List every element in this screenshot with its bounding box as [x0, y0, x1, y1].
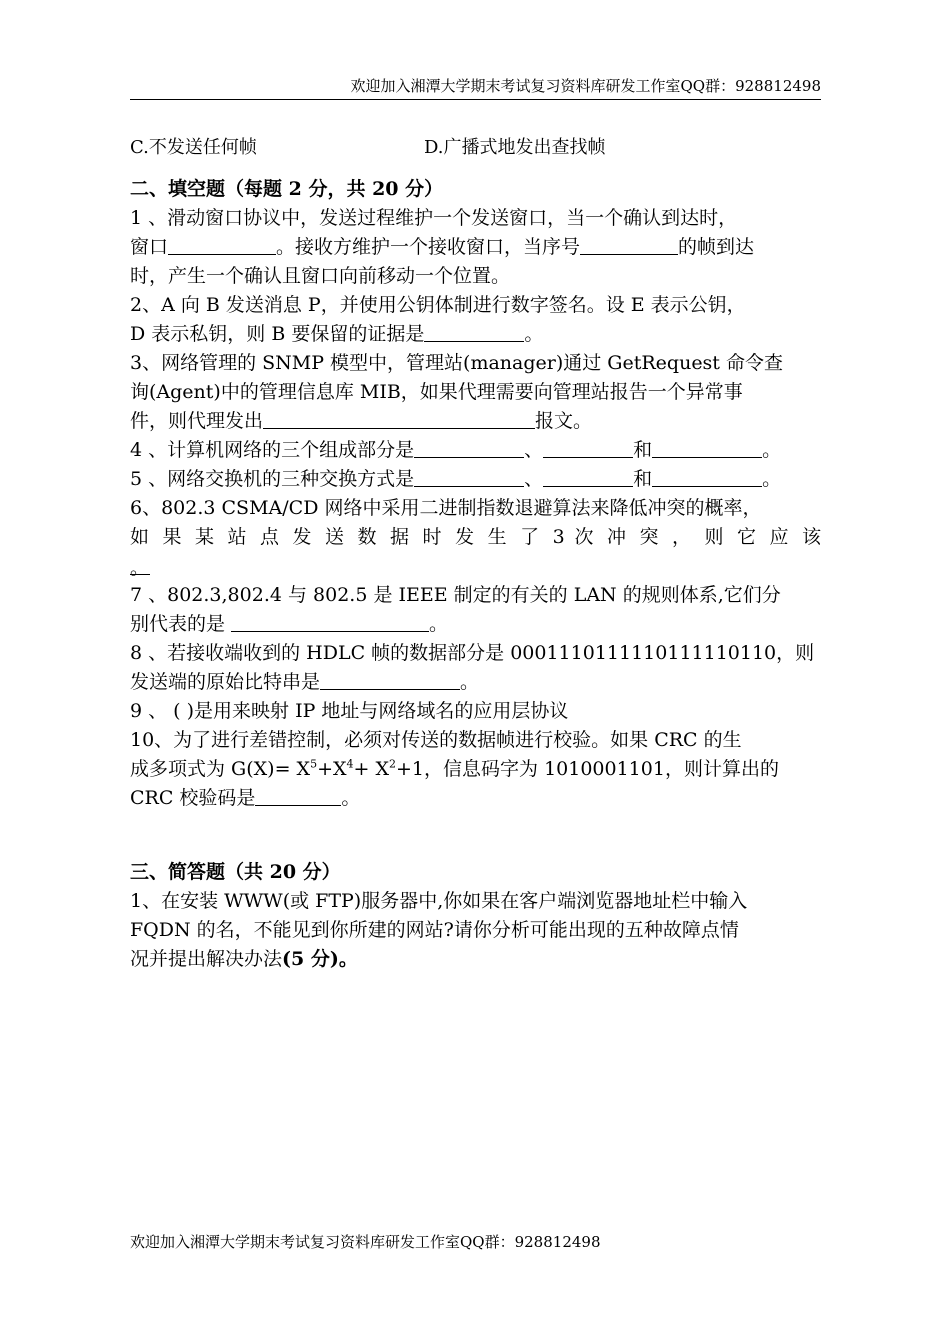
question-8: 8 、若接收端收到的 HDLC 帧的数据部分是 0001110111110111110110，则 发送端的原始比特串是 。: [130, 642, 815, 693]
question-1: 1 、滑动窗口协议中，发送过程维护一个发送窗口，当一个确认到达时， 窗口 。接收方维护一个接收窗口，当序号 的帧到达 时，产生一个确认且窗口向前移动一个位置。: [130, 207, 755, 287]
page-header: 欢迎加入湘潭大学期末考试复习资料库研发工作室QQ群：928812498: [350, 77, 821, 95]
answer-blank[interactable]: [652, 466, 762, 487]
question-5: 5 、网络交换机的三种交换方式是 、 和 。: [130, 468, 782, 490]
question-9: 9 、 ( )是用来映射 IP 地址与网络域名的应用层协议: [130, 700, 569, 722]
answer-blank[interactable]: [320, 669, 460, 690]
page-content: [130, 130, 821, 974]
question-4: 4 、计算机网络的三个组成部分是 、 和 。: [130, 439, 782, 461]
answer-blank[interactable]: [652, 437, 762, 458]
section-short-answer-title: 三、简答题（共 20 分）: [130, 861, 341, 883]
answer-blank[interactable]: [255, 785, 341, 806]
question-10: 10、为了进行差错控制，必须对传送的数据帧进行校验。如果 CRC 的生 成多项式为 $G(X)= X^5+X^4+ X^2+1$，信息码字为 1010001101，则计算出的 CRC 校验码是 。: [130, 729, 779, 809]
header-rule: [130, 99, 821, 100]
answer-blank[interactable]: [414, 466, 524, 487]
short-answer-1: 1、在安装 WWW(或 FTP)服务器中,你如果在客户端浏览器地址栏中输入 FQDN 的名，不能见到你所建的网站?请你分析可能出现的五种故障点情 况并提出解决办法(5 分)。: [130, 890, 748, 970]
option-d: D.广播式地发出查找帧: [424, 137, 606, 158]
choice-options: [130, 130, 821, 162]
answer-blank[interactable]: [231, 611, 429, 632]
answer-blank[interactable]: [424, 321, 524, 342]
answer-blank[interactable]: 。: [130, 554, 150, 575]
answer-blank[interactable]: [168, 234, 276, 255]
page-footer: 欢迎加入湘潭大学期末考试复习资料库研发工作室QQ群：928812498: [130, 1233, 601, 1251]
answer-blank[interactable]: [263, 408, 535, 429]
answer-blank[interactable]: [580, 234, 678, 255]
answer-blank[interactable]: [543, 466, 633, 487]
answer-blank[interactable]: [543, 437, 633, 458]
option-c: C.不发送任何帧: [130, 137, 257, 158]
question-6: 6、802.3 CSMA/CD 网络中采用二进制指数退避算法来降低冲突的概率， 如 果 某 站 点 发 送 数 据 时 发 生 了 3 次 冲 突 ， 则 它 应 该 。: [130, 497, 821, 579]
section-fill-in-title: 二、填空题（每题 2 分，共 20 分）: [130, 178, 444, 200]
question-3: 3、网络管理的 SNMP 模型中，管理站(manager)通过 GetRequest 命令查 询(Agent)中的管理信息库 MIB，如果代理需要向管理站报告一个异常事 件，则代理发出 报文。: [130, 352, 783, 432]
question-2: 2、A 向 B 发送消息 P，并使用公钥体制进行数字签名。设 E 表示公钥， D 表示私钥，则 B 要保留的证据是 。: [130, 294, 746, 345]
question-7: 7 、802.3,802.4 与 802.5 是 IEEE 制定的有关的 LAN 的规则体系,它们分 别代表的是 。: [130, 584, 781, 635]
answer-blank[interactable]: [414, 437, 524, 458]
